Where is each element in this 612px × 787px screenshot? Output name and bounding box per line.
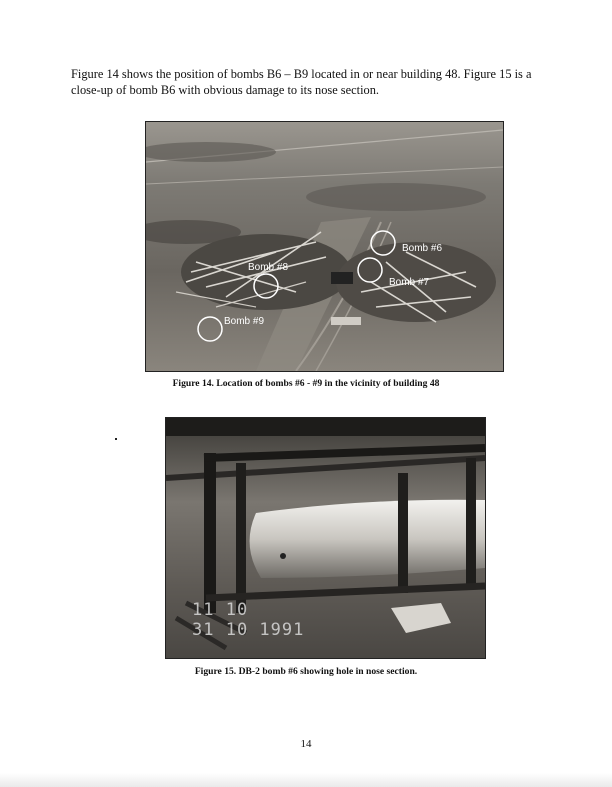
- bomb-6-label: Bomb #6: [402, 243, 443, 254]
- figure-15-closeup-photo: [165, 417, 486, 659]
- figure-14-aerial-photo: [145, 121, 504, 372]
- closeup-photo-graphic: [166, 418, 485, 658]
- page-number: 14: [300, 738, 312, 750]
- bomb-8-label: Bomb #8: [248, 262, 289, 273]
- nose-hole: [280, 553, 286, 559]
- video-timestamp-date: 31 10 1991: [192, 620, 305, 640]
- intro-paragraph: Figure 14 shows the position of bombs B6 – B9 located in or near building 48. Figure 15 is a close-up of bomb B6 with obvious damage to its nose section.: [71, 67, 532, 97]
- scan-edge-noise: [0, 773, 612, 787]
- vehicle-shape: [331, 272, 353, 284]
- scan-speck: [115, 438, 117, 440]
- bomb-9-label: Bomb #9: [224, 316, 265, 327]
- bomb-body: [250, 500, 485, 578]
- aerial-photo-graphic: [146, 122, 503, 371]
- figure-15-caption: Figure 15. DB-2 bomb #6 showing hole in nose section.: [194, 666, 418, 677]
- bomb-7-label: Bomb #7: [389, 277, 430, 288]
- video-timestamp-time: 11 10: [192, 600, 249, 620]
- figure-14-caption: Figure 14. Location of bombs #6 - #9 in the vicinity of building 48: [172, 378, 440, 389]
